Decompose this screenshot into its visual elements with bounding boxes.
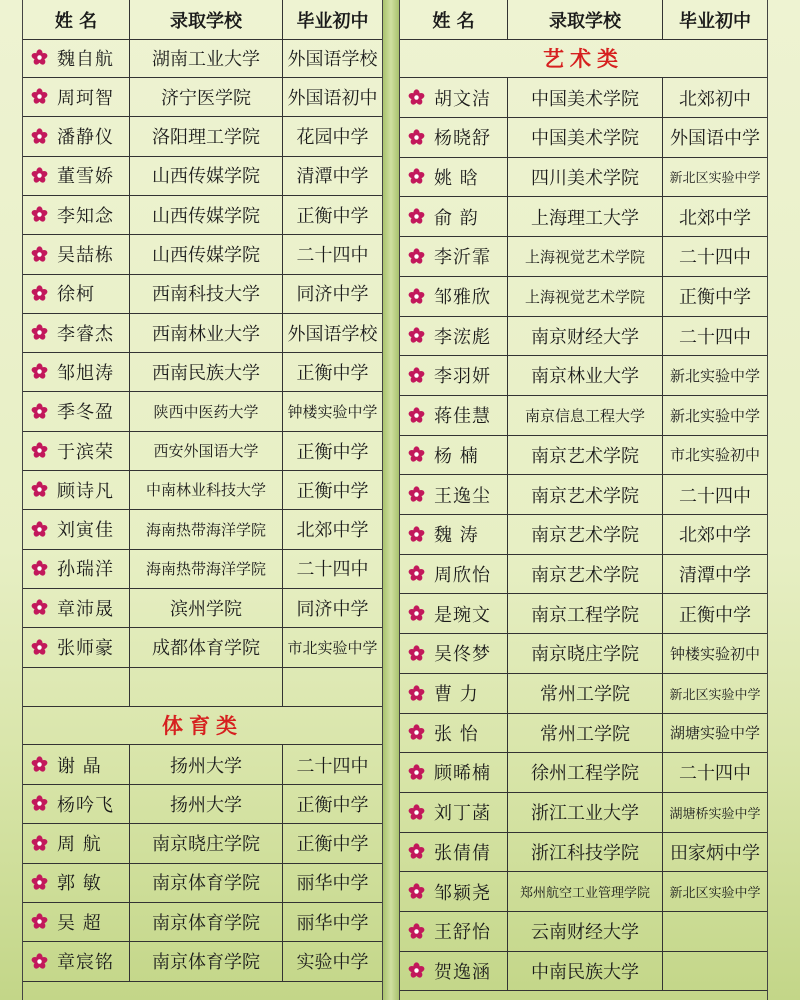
table-row <box>23 942 382 982</box>
school-cell: 南京晓庄学院 <box>508 634 663 673</box>
school-cell: 南京林业大学 <box>508 356 663 395</box>
name-cell <box>400 832 508 871</box>
sports-section-title: 体育类 <box>23 705 382 745</box>
name-cell <box>23 392 130 431</box>
header-name: 姓 名 <box>23 0 130 39</box>
table-row <box>400 118 767 158</box>
flower-icon <box>408 883 425 900</box>
middle-school-cell: 二十四中 <box>679 247 751 269</box>
name-cell <box>400 793 508 832</box>
name-cell <box>23 156 130 195</box>
middle-school-cell: 正衡中学 <box>679 604 751 626</box>
table-row <box>23 117 382 157</box>
table-row <box>23 549 382 589</box>
student-name: 于滨荣 <box>57 441 114 463</box>
name-cell <box>23 902 130 941</box>
table-row <box>400 634 767 674</box>
column-divider <box>383 0 399 1000</box>
middle-school-cell: 花园中学 <box>296 127 369 149</box>
name-cell <box>400 554 508 593</box>
name-cell <box>400 197 508 236</box>
student-name: 杨晓舒 <box>434 128 491 150</box>
flower-icon <box>408 645 425 662</box>
student-name: 董雪娇 <box>57 166 114 188</box>
flower-icon <box>408 288 425 305</box>
flower-icon <box>31 835 48 852</box>
student-name: 张 怡 <box>434 723 479 745</box>
school-cell: 浙江科技学院 <box>508 832 663 871</box>
student-name: 李知念 <box>57 205 114 227</box>
school-cell: 郑州航空工业管理学院 <box>508 872 663 911</box>
flower-icon <box>408 168 425 185</box>
table-row <box>23 588 382 628</box>
table-row <box>400 277 767 317</box>
flower-icon <box>408 804 425 821</box>
student-name: 邹旭涛 <box>57 362 114 384</box>
student-name: 王逸尘 <box>434 485 491 507</box>
flower-icon <box>31 88 48 105</box>
student-name: 刘丁菡 <box>434 803 491 825</box>
table-row <box>400 951 767 991</box>
header-row <box>23 0 382 40</box>
table-row <box>23 784 382 824</box>
table-row <box>400 316 767 356</box>
table-row <box>400 396 767 436</box>
school-cell: 西安外国语大学 <box>130 431 283 470</box>
flower-icon <box>408 486 425 503</box>
school-cell: 上海理工大学 <box>508 197 663 236</box>
name-cell <box>400 515 508 554</box>
school-cell: 西南科技大学 <box>130 274 283 313</box>
flower-icon <box>31 560 48 577</box>
flower-icon <box>408 446 425 463</box>
school-cell: 南京工程学院 <box>508 594 663 633</box>
name-cell <box>400 435 508 474</box>
name-cell <box>400 634 508 673</box>
student-name: 李沂霏 <box>434 247 491 269</box>
name-cell <box>400 912 508 951</box>
student-name: 李羽妍 <box>434 366 491 388</box>
table-row <box>400 872 767 912</box>
name-cell <box>400 316 508 355</box>
student-name: 姚 晗 <box>434 167 479 189</box>
table-row <box>23 77 382 117</box>
flower-icon <box>408 327 425 344</box>
table-row <box>23 470 382 510</box>
flower-icon <box>408 764 425 781</box>
student-name: 章宸铭 <box>57 952 114 973</box>
middle-school-cell: 新北实验中学 <box>669 406 760 425</box>
student-name: 魏 涛 <box>434 525 479 547</box>
student-name: 徐柯 <box>57 284 95 306</box>
school-cell: 上海视觉艺术学院 <box>508 277 663 316</box>
header-middle: 毕业初中 <box>679 10 751 32</box>
school-cell: 南京信息工程大学 <box>508 396 663 435</box>
table-row <box>400 594 767 634</box>
flower-icon <box>31 49 48 66</box>
school-cell: 海南热带海洋学院 <box>130 510 283 549</box>
student-name: 章沛晟 <box>57 598 114 620</box>
flower-icon <box>408 129 425 146</box>
school-cell: 西南民族大学 <box>130 352 283 391</box>
flower-icon <box>31 953 48 970</box>
table-row <box>23 510 382 550</box>
name-cell <box>23 510 130 549</box>
name-cell <box>400 396 508 435</box>
flower-icon <box>31 324 48 341</box>
flower-icon <box>31 403 48 420</box>
name-cell <box>23 824 130 863</box>
student-name: 杨 楠 <box>434 445 479 467</box>
student-name: 邹雅欣 <box>434 287 491 308</box>
flower-icon <box>31 521 48 538</box>
middle-school-cell: 北郊中学 <box>679 207 751 229</box>
flower-icon <box>31 756 48 773</box>
table-row <box>23 274 382 314</box>
student-name: 曹 力 <box>434 684 479 705</box>
school-cell: 西南林业大学 <box>130 313 283 352</box>
student-name: 吴 超 <box>57 912 102 934</box>
school-cell: 山西传媒学院 <box>130 156 283 195</box>
header-school: 录取学校 <box>508 0 663 39</box>
middle-school-cell: 丽华中学 <box>296 912 369 934</box>
middle-school-cell: 湖塘实验中学 <box>669 724 760 743</box>
flower-icon <box>408 367 425 384</box>
table-row <box>23 431 382 471</box>
middle-school-cell: 正衡中学 <box>296 441 369 463</box>
flower-icon <box>31 167 48 184</box>
school-cell: 中国美术学院 <box>508 78 663 117</box>
table-row <box>400 78 767 118</box>
middle-school-cell: 外国语学校 <box>287 48 378 70</box>
flower-icon <box>31 363 48 380</box>
school-cell: 滨州学院 <box>130 588 283 627</box>
name-cell <box>23 195 130 234</box>
school-cell: 四川美术学院 <box>508 157 663 196</box>
art-section-title: 艺术类 <box>400 38 767 78</box>
table-row <box>23 392 382 432</box>
middle-school-cell: 二十四中 <box>296 559 369 581</box>
flower-icon <box>408 407 425 424</box>
student-name: 顾晞楠 <box>434 763 491 785</box>
header-name: 姓 名 <box>400 0 508 39</box>
table-row <box>400 832 767 872</box>
table-row <box>400 554 767 594</box>
empty-row <box>23 667 382 707</box>
student-name: 张倩倩 <box>434 842 491 864</box>
middle-school-cell: 实验中学 <box>296 952 369 973</box>
middle-school-cell: 正衡中学 <box>296 480 369 502</box>
table-row <box>23 313 382 353</box>
middle-school-cell: 新北区实验中学 <box>669 171 761 187</box>
school-cell: 成都体育学院 <box>130 628 283 667</box>
student-name: 周珂智 <box>57 87 114 109</box>
flower-icon <box>408 724 425 741</box>
middle-school-cell: 外国语学校 <box>287 323 378 345</box>
student-name: 潘静仪 <box>57 127 114 149</box>
middle-school-cell: 新北区实验中学 <box>669 886 761 901</box>
name-cell <box>400 475 508 514</box>
flower-icon <box>31 442 48 459</box>
student-name: 吴佟梦 <box>434 644 491 666</box>
table-row <box>400 793 767 833</box>
school-cell: 常州工学院 <box>508 713 663 752</box>
flower-icon <box>408 923 425 940</box>
flower-icon <box>31 206 48 223</box>
table-row <box>400 674 767 714</box>
middle-school-cell: 正衡中学 <box>296 794 369 816</box>
name-cell <box>23 274 130 313</box>
name-cell <box>23 235 130 274</box>
name-cell <box>23 628 130 667</box>
middle-school-cell: 钟楼实验初中 <box>669 644 760 663</box>
flower-icon <box>408 685 425 702</box>
student-name: 魏自航 <box>57 48 114 70</box>
middle-school-cell: 正衡中学 <box>296 362 369 384</box>
table-row <box>400 356 767 396</box>
name-cell <box>23 863 130 902</box>
middle-school-cell: 钟楼实验中学 <box>287 402 378 421</box>
school-cell: 洛阳理工学院 <box>130 117 283 156</box>
table-row <box>23 38 382 78</box>
flower-icon <box>31 128 48 145</box>
student-name: 吴喆栋 <box>57 245 114 266</box>
school-cell: 云南财经大学 <box>508 912 663 951</box>
right-table <box>399 0 768 1000</box>
table-row <box>23 745 382 785</box>
table-row <box>23 863 382 903</box>
table-row <box>23 195 382 235</box>
student-name: 郭 敏 <box>57 873 102 895</box>
school-cell: 南京艺术学院 <box>508 515 663 554</box>
school-cell: 陕西中医药大学 <box>130 392 283 431</box>
school-cell: 中南林业科技大学 <box>130 470 283 509</box>
middle-school-cell: 同济中学 <box>296 284 369 306</box>
middle-school-cell: 二十四中 <box>679 485 751 507</box>
school-cell: 海南热带海洋学院 <box>130 549 283 588</box>
school-cell: 南京艺术学院 <box>508 554 663 593</box>
name-cell <box>23 942 130 981</box>
flower-icon <box>31 639 48 656</box>
header-middle: 毕业初中 <box>296 10 369 32</box>
name-cell <box>23 313 130 352</box>
school-cell: 中南民族大学 <box>508 951 663 990</box>
school-cell: 常州工学院 <box>508 674 663 713</box>
table-row <box>400 197 767 237</box>
school-cell: 南京晓庄学院 <box>130 824 283 863</box>
name-cell <box>400 78 508 117</box>
left-table <box>22 0 383 1000</box>
student-name: 谢 晶 <box>57 755 102 777</box>
school-cell: 南京体育学院 <box>130 942 283 981</box>
school-cell: 徐州工程学院 <box>508 753 663 792</box>
middle-school-cell: 二十四中 <box>679 763 751 785</box>
flower-icon <box>31 599 48 616</box>
table-row <box>23 628 382 668</box>
flower-icon <box>31 246 48 263</box>
middle-school-cell: 市北实验中学 <box>287 638 378 657</box>
flower-icon <box>31 874 48 891</box>
student-name: 周欣怡 <box>434 564 491 586</box>
flower-icon <box>31 285 48 302</box>
middle-school-cell: 外国语初中 <box>287 87 378 109</box>
table-row <box>23 235 382 275</box>
school-cell: 中国美术学院 <box>508 118 663 157</box>
name-cell <box>400 951 508 990</box>
school-cell: 南京艺术学院 <box>508 475 663 514</box>
table-row <box>23 156 382 196</box>
student-name: 蒋佳慧 <box>434 406 491 428</box>
name-cell <box>400 872 508 911</box>
middle-school-cell: 北郊初中 <box>679 88 751 110</box>
school-cell: 浙江工业大学 <box>508 793 663 832</box>
table-row <box>400 912 767 952</box>
flower-icon <box>408 526 425 543</box>
student-name: 是琬文 <box>434 604 491 626</box>
school-cell: 南京体育学院 <box>130 863 283 902</box>
middle-school-cell: 清潭中学 <box>679 564 751 586</box>
student-name: 邹颍尧 <box>434 882 491 904</box>
flower-icon <box>408 962 425 979</box>
middle-school-cell: 同济中学 <box>296 598 369 620</box>
student-name: 季冬盈 <box>57 402 114 424</box>
flower-icon <box>408 843 425 860</box>
name-cell <box>23 588 130 627</box>
student-name: 张师豪 <box>57 638 114 659</box>
name-cell <box>400 594 508 633</box>
flower-icon <box>408 605 425 622</box>
middle-school-cell: 新北实验中学 <box>669 366 760 385</box>
name-cell <box>23 117 130 156</box>
flower-icon <box>408 89 425 106</box>
middle-school-cell: 正衡中学 <box>296 834 369 856</box>
student-name: 刘寅佳 <box>57 520 114 542</box>
school-cell: 上海视觉艺术学院 <box>508 237 663 276</box>
middle-school-cell: 湖塘桥实验中学 <box>669 806 761 822</box>
middle-school-cell: 清潭中学 <box>296 166 369 188</box>
table-row <box>400 237 767 277</box>
student-name: 贺逸涵 <box>434 961 491 983</box>
middle-school-cell: 二十四中 <box>679 326 751 348</box>
header-school: 录取学校 <box>130 0 283 39</box>
name-cell <box>400 356 508 395</box>
school-cell: 济宁医学院 <box>130 77 283 116</box>
middle-school-cell <box>663 912 767 951</box>
name-cell <box>400 277 508 316</box>
student-name: 王舒怡 <box>434 922 491 944</box>
middle-school-cell: 外国语中学 <box>670 128 760 150</box>
middle-school-cell: 丽华中学 <box>296 873 369 895</box>
name-cell <box>400 753 508 792</box>
table-row <box>400 475 767 515</box>
student-name: 杨吟飞 <box>57 794 114 816</box>
middle-school-cell <box>663 951 767 990</box>
middle-school-cell: 二十四中 <box>296 245 369 266</box>
name-cell <box>23 431 130 470</box>
table-row <box>23 902 382 942</box>
table-row <box>400 435 767 475</box>
student-name: 胡文洁 <box>434 88 491 110</box>
name-cell <box>23 352 130 391</box>
school-cell: 山西传媒学院 <box>130 235 283 274</box>
school-cell: 山西传媒学院 <box>130 195 283 234</box>
name-cell <box>400 157 508 196</box>
student-name: 李睿杰 <box>57 323 114 345</box>
table-row <box>400 157 767 197</box>
student-name: 孙瑞洋 <box>57 559 114 581</box>
school-cell: 扬州大学 <box>130 784 283 823</box>
flower-icon <box>31 481 48 498</box>
name-cell <box>23 745 130 784</box>
header-row <box>400 0 767 40</box>
name-cell <box>23 38 130 77</box>
table-row <box>23 352 382 392</box>
school-cell: 南京艺术学院 <box>508 435 663 474</box>
middle-school-cell: 北郊中学 <box>679 525 751 547</box>
name-cell <box>23 784 130 823</box>
name-cell <box>400 118 508 157</box>
table-row <box>400 515 767 555</box>
name-cell <box>23 77 130 116</box>
table-row <box>23 824 382 864</box>
school-cell: 南京体育学院 <box>130 902 283 941</box>
flower-icon <box>31 795 48 812</box>
table-row <box>400 753 767 793</box>
flower-icon <box>31 913 48 930</box>
middle-school-cell: 正衡中学 <box>296 205 369 227</box>
student-name: 顾诗凡 <box>57 480 114 502</box>
name-cell <box>400 713 508 752</box>
name-cell <box>23 549 130 588</box>
middle-school-cell: 市北实验初中 <box>669 446 760 465</box>
school-cell: 南京财经大学 <box>508 316 663 355</box>
name-cell <box>400 674 508 713</box>
middle-school-cell: 田家炳中学 <box>670 842 760 864</box>
student-name: 李浤彪 <box>434 326 491 348</box>
middle-school-cell: 新北区实验中学 <box>669 687 761 703</box>
table-row <box>400 713 767 753</box>
middle-school-cell: 正衡中学 <box>679 287 751 308</box>
middle-school-cell: 北郊中学 <box>296 520 369 542</box>
student-name: 俞 韵 <box>434 207 479 229</box>
school-cell: 湖南工业大学 <box>130 38 283 77</box>
school-cell: 扬州大学 <box>130 745 283 784</box>
student-name: 周 航 <box>57 834 102 856</box>
flower-icon <box>408 248 425 265</box>
flower-icon <box>408 208 425 225</box>
middle-school-cell: 二十四中 <box>296 755 369 777</box>
name-cell <box>23 470 130 509</box>
name-cell <box>400 237 508 276</box>
flower-icon <box>408 565 425 582</box>
